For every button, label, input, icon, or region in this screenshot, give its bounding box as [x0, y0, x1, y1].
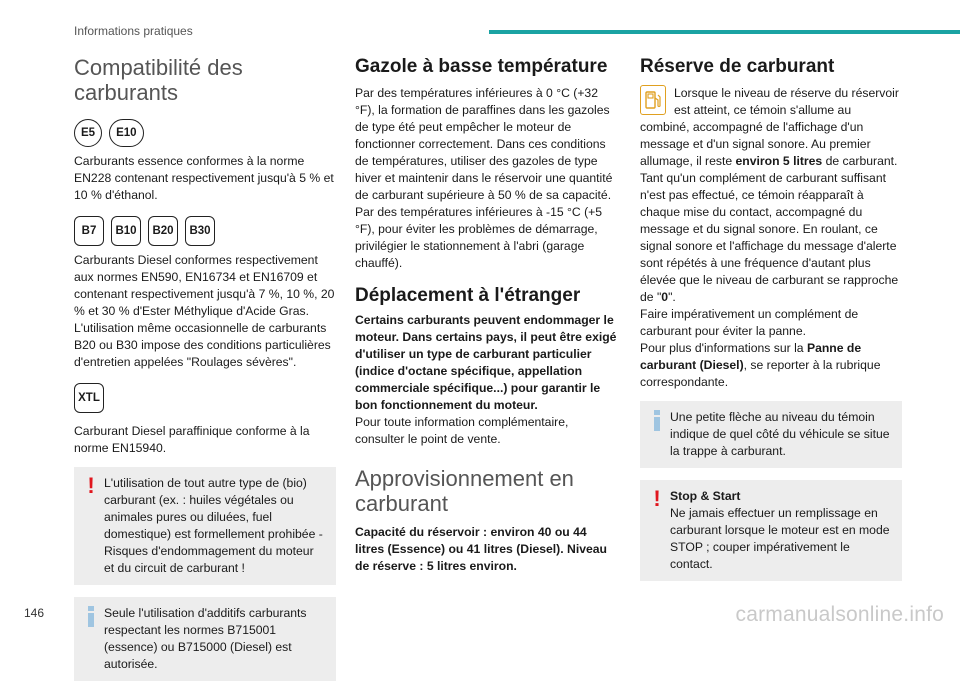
travel-text: Pour toute information complémentaire, consulter le point de vente.	[355, 415, 569, 446]
warning-stop-start-text: Ne jamais effectuer un remplissage en carburant lorsque le moteur est en mode STOP ; couper impérativement le contact.	[670, 506, 890, 571]
badge-b7: B7	[74, 216, 104, 246]
header-accent-bar	[489, 30, 960, 34]
warning-notice-stop-start	[640, 480, 902, 581]
heading-travel-abroad: Déplacement à l'étranger	[355, 285, 581, 306]
info-notice-additives	[74, 597, 336, 681]
reserve-refuel-text: Faire impérativement un complément de carburant pour éviter la panne.	[640, 307, 859, 338]
petrol-badges	[74, 119, 336, 147]
diesel-badges	[74, 216, 336, 246]
petrol-text: Carburants essence conformes à la norme EN228 contenant respectivement jusqu'à 5 % et 10 % d'éthanol.	[74, 154, 334, 202]
page-number: 146	[24, 606, 45, 620]
info-icon	[650, 409, 664, 431]
section-label: Informations pratiques	[74, 24, 193, 38]
badge-e10: E10	[109, 119, 143, 147]
badge-b20: B20	[148, 216, 178, 246]
diesel-text: Carburants Diesel conformes respectivement aux normes EN590, EN16734 et EN16709 et contenant respectivement jusqu'à 7 %, 10 %, 20 % et 30 % d'Ester Méthylique d'Acide Gras. L'utilisation même occasionnelle de carburants B20 ou B30 impose des conditions particulières d'entretien appelées "Roulages sévères".	[74, 253, 335, 369]
warning-notice-fuel	[74, 467, 336, 585]
warning-stop-start-title: Stop & Start	[670, 489, 741, 503]
low-temp-text: Par des températures inférieures à 0 °C (+32 °F), la formation de paraffines dans les gazoles de type été peut empêcher le moteur de fonctionner correctement. Dans ces conditions de températures, utiliser des gazoles de type hiver et maintenir dans le réservoir une quantité de carburant supérieure à 50 % de sa capacité. Par des températures inférieures à -15 °C (+5 °F), pour éviter les problèmes de démarrage, privilégier le stationnement à l'abri (garage chauffé).	[355, 86, 613, 270]
heading-fuel-compatibility: Compatibilité des carburants	[74, 55, 243, 105]
info-text: Seule l'utilisation d'additifs carburants respectant les normes B715001 (essence) ou B715000 (Diesel) est autorisée.	[104, 606, 307, 671]
heading-low-temp-diesel: Gazole à basse température	[355, 56, 608, 77]
column-fuel-reserve	[640, 55, 902, 581]
badge-b10: B10	[111, 216, 141, 246]
heading-refuelling: Approvisionnement en carburant	[355, 466, 574, 516]
xtl-badges	[74, 383, 336, 413]
tank-capacity-text: Capacité du réservoir : environ 40 ou 44 litres (Essence) ou 41 litres (Diesel). Niveau de réserve : 5 litres environ.	[355, 525, 607, 573]
info-arrow-text: Une petite flèche au niveau du témoin indique de quel côté du véhicule se situe la trappe à carburant.	[670, 410, 890, 458]
watermark: carmanualsonline.info	[735, 603, 944, 626]
fuel-pump-icon	[640, 85, 666, 115]
info-icon	[84, 605, 98, 627]
info-notice-arrow	[640, 401, 902, 468]
xtl-text: Carburant Diesel paraffinique conforme à la norme EN15940.	[74, 424, 310, 455]
column-fuel-compatibility	[74, 55, 336, 681]
badge-e5: E5	[74, 119, 102, 147]
badge-xtl: XTL	[74, 383, 104, 413]
warning-icon: !	[87, 473, 95, 498]
reserve-more-info-text: Pour plus d'informations sur la Panne de carburant (Diesel), se reporter à la rubrique correspondante.	[640, 341, 881, 389]
reserve-text: Lorsque le niveau de réserve du réservoir est atteint, ce témoin s'allume au combiné, accompagné de l'affichage d'un message et d'un signal sonore. Au premier allumage, il reste environ 5 litres de carburant. Tant qu'un complément de carburant suffisant n'est pas effectué, ce témoin réapparaît à chaque mise du contact, accompagné du message et du signal sonore. En roulant, ce signal sonore et l'affichage du message d'alerte sont répétés à une fréquence d'autant plus élevée que le niveau de carburant se rapproche de "0".	[640, 86, 899, 304]
warning-text: L'utilisation de tout autre type de (bio) carburant (ex. : huiles végétales ou animales pures ou diluées, fuel domestique) est formellement prohibée - Risques d'endommagement du moteur et du circuit de carburant !	[104, 476, 323, 575]
warning-icon: !	[653, 486, 661, 511]
reserve-paragraph-block	[640, 85, 902, 306]
column-diesel-travel	[355, 55, 618, 575]
badge-b30: B30	[185, 216, 215, 246]
travel-bold-text: Certains carburants peuvent endommager le moteur. Dans certains pays, il peut être exigé d'utiliser un type de carburant particulier (indice d'octane spécifique, appellation commerciale spécifique...) pour garantir le bon fonctionnement du moteur.	[355, 313, 617, 412]
heading-fuel-reserve: Réserve de carburant	[640, 56, 835, 77]
